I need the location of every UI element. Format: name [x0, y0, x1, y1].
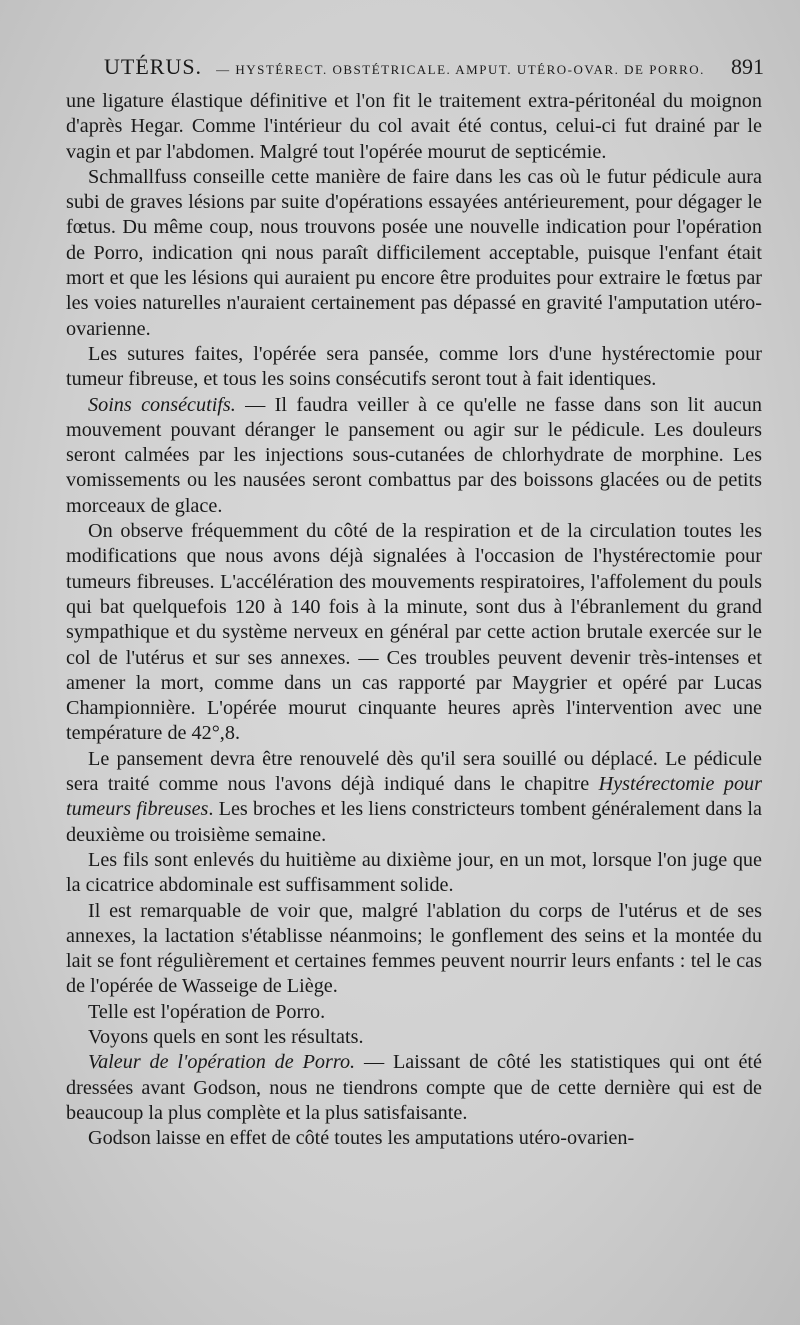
paragraph-11: Valeur de l'opération de Porro. — Laissant de côté les statistiques qui ont été dressées avant Godson, nous ne tiendrons compte que de cette dernière qui est de beaucoup la plus complète et la plus satisfaisante.: [66, 1051, 763, 1124]
paragraph-6: Le pansement devra être renouvelé dès qu'il sera souillé ou déplacé. Le pédicule sera traité comme nous l'avons déjà indiqué dans le chapitre Hystérectomie pour tumeurs fibreuses. Les broches et les liens constricteurs tombent généralement dans la deuxième ou troisième semaine.: [66, 747, 763, 846]
header-subtitle: — HYSTÉRECT. OBSTÉTRICALE. AMPUT. UTÉRO-OVAR. DE PORRO.: [216, 62, 705, 77]
paragraph-7: Les fils sont enlevés du huitième au dixième jour, en un mot, lorsque l'on juge que la cicatrice abdominale est suffisamment solide.: [66, 848, 762, 897]
paragraph-8: Il est remarquable de voir que, malgré l'ablation du corps de l'utérus et de ses annexes, la lactation s'établisse néanmoins; le gonflement des seins et la montée du lait se font régulièrement et certaines femmes peuvent nourrir leurs enfants : tel le cas de l'opérée de Wasseige de Liège.: [66, 899, 762, 998]
paragraph-12: Godson laisse en effet de côté toutes les amputations utéro-ovarien-: [88, 1127, 635, 1150]
body-text: [66, 89, 762, 1151]
section-heading-soins: Soins consécutifs.: [88, 393, 236, 416]
header-title: UTÉRUS.: [104, 54, 203, 79]
section-heading-valeur: Valeur de l'opération de Porro.: [88, 1051, 356, 1074]
chapter-reference: Hystérectomie pour tumeurs fibreuses: [66, 773, 763, 821]
paragraph-9: Telle est l'opération de Porro.: [88, 1000, 326, 1023]
paragraph-4: Soins consécutifs. — Il faudra veiller à ce qu'elle ne fasse dans son lit aucun mouvement pouvant déranger le pansement ou agir sur le pédicule. Les douleurs seront calmées par les injections sous-cutanées de chlorhydrate de morphine. Les vomissements ou les nausées seront combattus par des boissons glacées ou de petits morceaux de glace.: [66, 393, 762, 517]
paragraph-3: Les sutures faites, l'opérée sera pansée, comme lors d'une hystérectomie pour tumeur fibreuse, et tous les soins consécutifs seront tout à fait identiques.: [66, 342, 762, 391]
running-header: [104, 54, 764, 84]
page-number: 891: [731, 54, 764, 79]
paragraph-1: une ligature élastique définitive et l'on fit le traitement extra-péritonéal du moignon d'après Hegar. Comme l'intérieur du col avait été contus, celui-ci fut drainé par le vagin et par l'abdomen. Malgré tout l'opérée mourut de septicémie.: [66, 90, 762, 163]
paragraph-5: On observe fréquemment du côté de la respiration et de la circulation toutes les modifications que nous avons déjà signalées à l'occasion de l'hystérectomie pour tumeurs fibreuses. L'accélération des mouvements respiratoires, l'affolement du pouls qui bat quelquefois 120 à 140 fois à la minute, sont dus à l'ébranlement du grand sympathique et du système nerveux en général par cette action brutale exercée sur le col de l'utérus et sur ses annexes. — Ces troubles peuvent devenir très-intenses et amener la mort, comme dans un cas rapporté par Maygrier et opéré par Lucas Championnière. L'opérée mourut cinquante heures après l'intervention avec une température de 42°,8.: [66, 520, 762, 745]
paragraph-2: Schmallfuss conseille cette manière de faire dans les cas où le futur pédicule aura subi de graves lésions par suite d'opérations essayées antérieurement, pour dégager le fœtus. Du même coup, nous trouvons posée une nouvelle indication pour l'opération de Porro, indication qni nous paraît difficilement acceptable, puisque l'enfant était mort et que les lésions qui auraient pu encore être produites pour extraire le fœtus par les voies naturelles n'auraient certainement pas dépassé en gravité l'amputation utéro-ovarienne.: [66, 165, 762, 340]
paragraph-10: Voyons quels en sont les résultats.: [88, 1025, 364, 1048]
